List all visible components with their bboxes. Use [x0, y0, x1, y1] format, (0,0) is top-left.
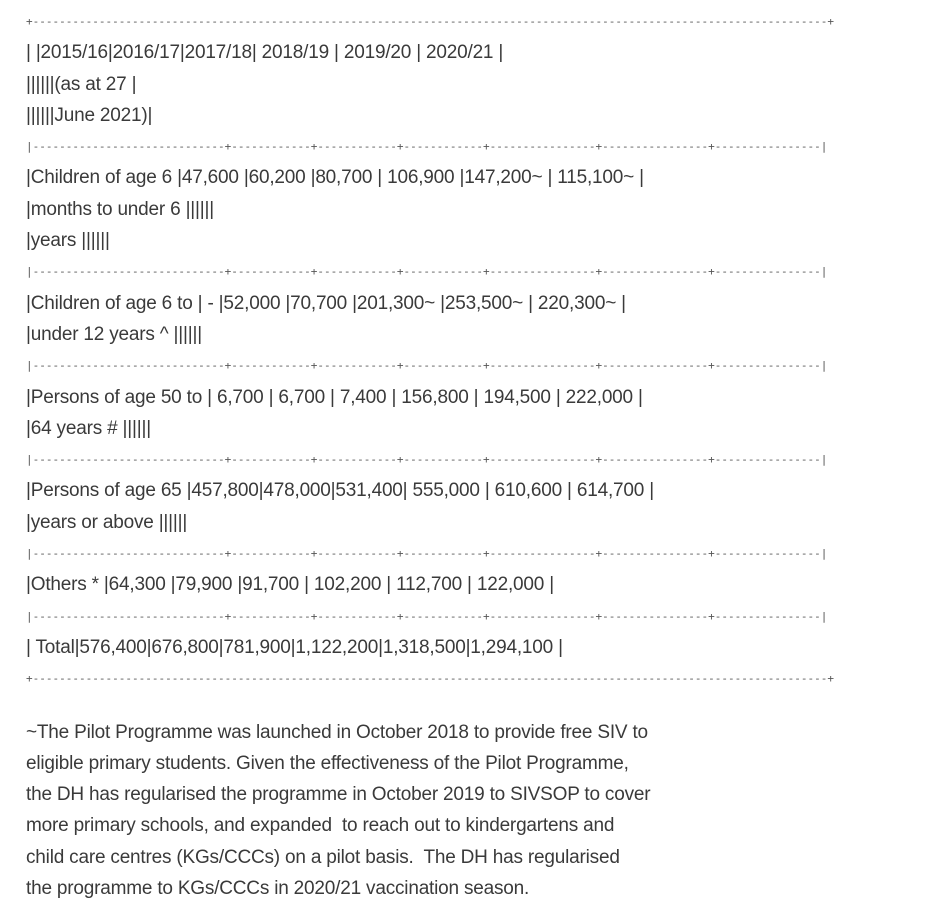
table-header-line: ||||||June 2021)|	[26, 104, 153, 126]
table-separator: |-----------------------------+------------+------------+------------+----------------+----------------+----------------|	[26, 265, 828, 279]
table-row-line: |Children of age 6 to | - |52,000 |70,700 |201,300~ |253,500~ | 220,300~ |	[26, 292, 626, 314]
table-row-line: | Total|576,400|676,800|781,900|1,122,200|1,318,500|1,294,100 |	[26, 636, 563, 658]
table-row-line: |Persons of age 50 to | 6,700 | 6,700 | 7,400 | 156,800 | 194,500 | 222,000 |	[26, 386, 643, 408]
table-row-line: |under 12 years ^ ||||||	[26, 323, 202, 345]
footnote-line: more primary schools, and expanded to reach out to kindergartens and	[26, 815, 615, 837]
footnote-line: eligible primary students. Given the effectiveness of the Pilot Programme,	[26, 752, 629, 774]
document-body	[26, 6, 906, 904]
footnote	[26, 717, 906, 905]
table-header-line: ||||||(as at 27 |	[26, 73, 137, 95]
table-row-line: |months to under 6 ||||||	[26, 198, 214, 220]
table-separator: |-----------------------------+------------+------------+------------+----------------+----------------+----------------|	[26, 359, 828, 373]
table-row-total	[26, 632, 906, 663]
table-bottom-border: +------------------------------------------------------------------------------------------------------------------------+	[26, 672, 834, 686]
table-row-line: |64 years # ||||||	[26, 417, 151, 439]
table-row-persons-65-plus	[26, 475, 906, 538]
table-separator: |-----------------------------+------------+------------+------------+----------------+----------------+----------------|	[26, 609, 828, 623]
table-separator: |-----------------------------+------------+------------+------------+----------------+----------------+----------------|	[26, 547, 828, 561]
table-row-line: |Persons of age 65 |457,800|478,000|531,400| 555,000 | 610,600 | 614,700 |	[26, 480, 654, 502]
table-row-line: |years ||||||	[26, 230, 110, 252]
table-separator: |-----------------------------+------------+------------+------------+----------------+----------------+----------------|	[26, 453, 828, 467]
table-header	[26, 37, 906, 131]
footnote-line: ~The Pilot Programme was launched in October 2018 to provide free SIV to	[26, 721, 648, 743]
table-row-line: |Children of age 6 |47,600 |60,200 |80,700 | 106,900 |147,200~ | 115,100~ |	[26, 167, 644, 189]
table-row-line: |Others * |64,300 |79,900 |91,700 | 102,200 | 112,700 | 122,000 |	[26, 574, 554, 596]
table-row-line: |years or above ||||||	[26, 511, 188, 533]
spacer	[26, 695, 906, 717]
table-row-persons-50-64	[26, 382, 906, 445]
table-separator: |-----------------------------+------------+------------+------------+----------------+----------------+----------------|	[26, 140, 828, 154]
table-row-others	[26, 569, 906, 600]
footnote-line: child care centres (KGs/CCCs) on a pilot basis. The DH has regularised	[26, 846, 620, 868]
table-row-children-6-12y	[26, 288, 906, 351]
footnote-line: the DH has regularised the programme in October 2019 to SIVSOP to cover	[26, 784, 651, 806]
table-top-border: +------------------------------------------------------------------------------------------------------------------------+	[26, 15, 834, 28]
table-row-children-6m-6y	[26, 162, 906, 256]
table-header-line: | |2015/16|2016/17|2017/18| 2018/19 | 2019/20 | 2020/21 |	[26, 42, 504, 64]
footnote-line: the programme to KGs/CCCs in 2020/21 vaccination season.	[26, 878, 530, 900]
